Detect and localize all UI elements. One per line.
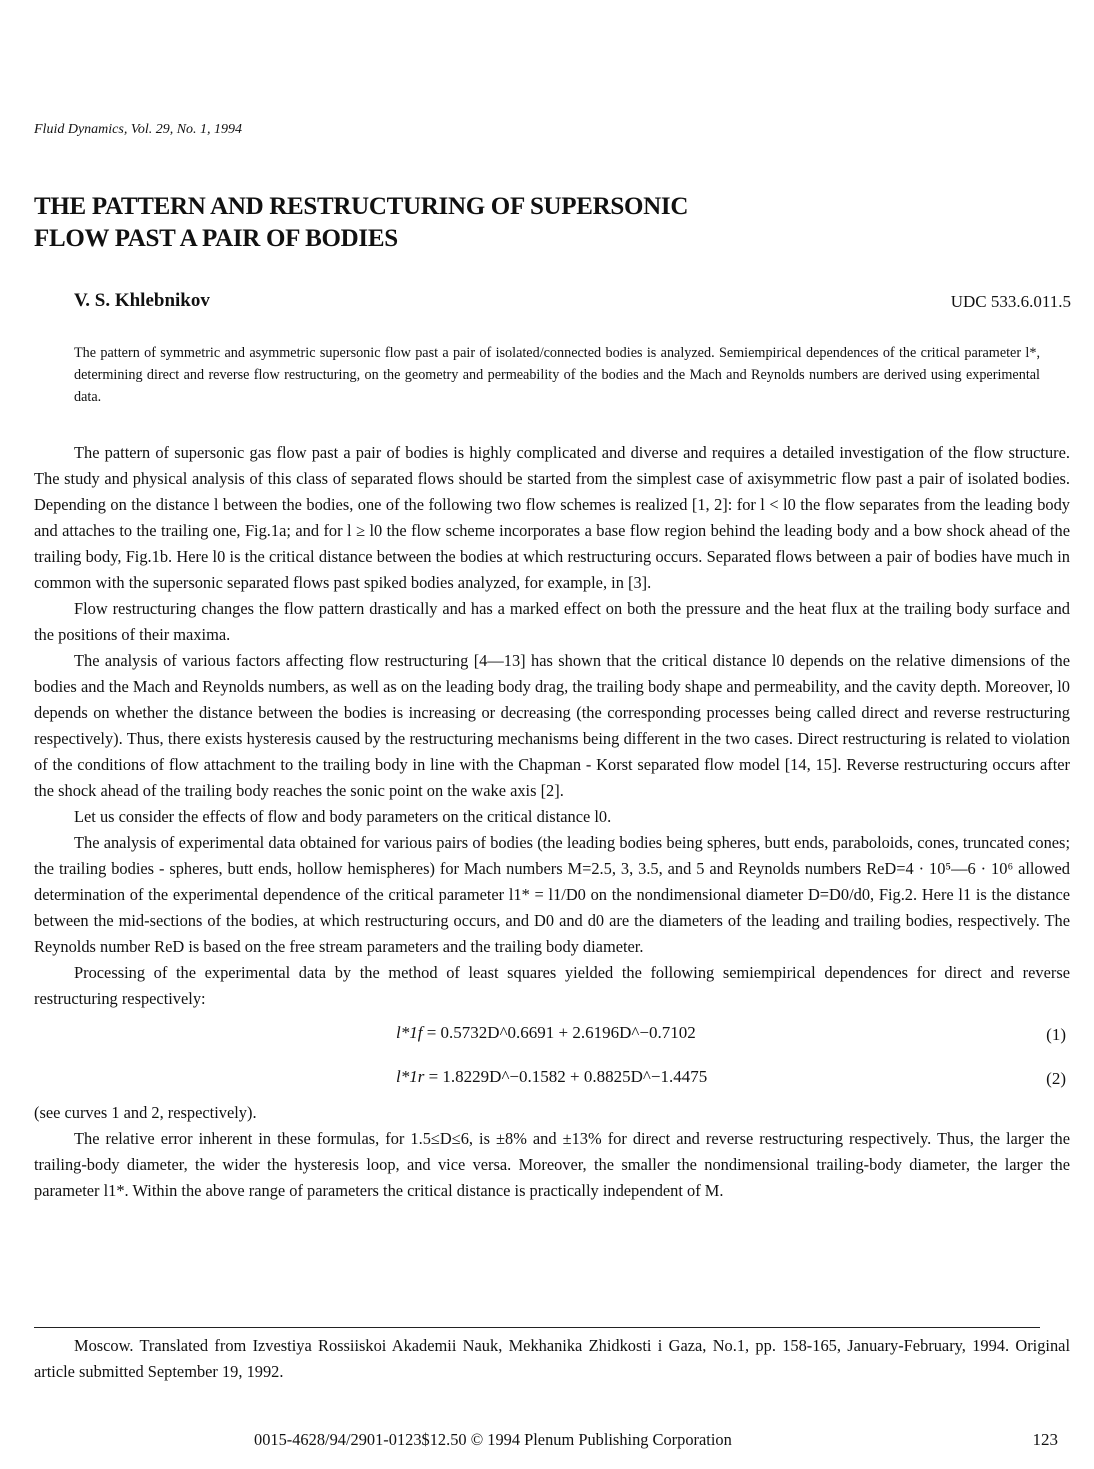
paragraph: Processing of the experimental data by the method of least squares yielded the following semiempirical dependences for direct and reverse restructuring respectively: bbox=[34, 963, 1070, 1008]
author-name: V. S. Khlebnikov bbox=[74, 290, 210, 311]
equation-lhs: l*1r bbox=[396, 1067, 425, 1086]
footnote: Moscow. Translated from Izvestiya Rossiiskoi Akademii Nauk, Mekhanika Zhidkosti i Gaza, No.1, pp. 158-165, January-February, 1994. Original article submitted September 19, 1992. bbox=[34, 1336, 1070, 1381]
title-line-2: FLOW PAST A PAIR OF BODIES bbox=[34, 225, 398, 252]
footnote-divider bbox=[34, 1327, 1040, 1328]
paragraph: The analysis of various factors affecting flow restructuring [4—13] has shown that the critical distance l0 depends on the relative dimensions of the bodies and the Mach and Reynolds numbers, as well as on the leading body drag, the trailing body shape and permeability, and the cavity depth. Moreover, l0 depends on whether the distance between the bodies is increasing or decreasing (the corresponding processes being called direct and reverse restructuring respectively). Thus, there exists hysteresis caused by the restructuring mechanisms being different in the two cases. Direct restructuring is related to violation of the conditions of flow attachment to the trailing body in line with the Chapman - Korst separated flow model [14, 15]. Reverse restructuring occurs after the shock ahead of the trailing body reaches the sonic point on the wake axis [2]. bbox=[34, 651, 1070, 800]
paragraph: The pattern of supersonic gas flow past a pair of bodies is highly complicated and diverse and requires a detailed investigation of the flow structure. The study and physical analysis of this class of separated flows should be started from the simplest case of axisymmetric flow past a pair of isolated bodies. Depending on the distance l between the bodies, one of the following two flow schemes is realized [1, 2]: for l < l0 the flow separates from the leading body and attaches to the trailing one, Fig.1a; and for l ≥ l0 the flow scheme incorporates a base flow region behind the leading body and a bow shock ahead of the trailing body, Fig.1b. Here l0 is the critical distance between the bodies at which restructuring occurs. Separated flows between a pair of bodies have much in common with the supersonic separated flows past spiked bodies analyzed, for example, in [3]. bbox=[34, 443, 1070, 592]
equation-rhs: = 0.5732D^0.6691 + 2.6196D^−0.7102 bbox=[426, 1023, 696, 1042]
journal-citation: Fluid Dynamics, Vol. 29, No. 1, 1994 bbox=[34, 122, 243, 137]
copyright-line: 0015-4628/94/2901-0123$12.50 © 1994 Plenum Publishing Corporation bbox=[254, 1430, 732, 1449]
equation-formula bbox=[396, 1020, 696, 1046]
paragraph: Let us consider the effects of flow and body parameters on the critical distance l0. bbox=[74, 807, 612, 826]
paragraph: The analysis of experimental data obtained for various pairs of bodies (the leading bodies being spheres, butt ends, paraboloids, cones, truncated cones; the trailing bodies - spheres, butt ends, hollow hemispheres) for Mach numbers M=2.5, 3, 3.5, and 5 and Reynolds numbers ReD=4 · 10⁵—6 · 10⁶ allowed determination of the experimental dependence of the critical parameter l1* = l1/D0 on the nondimensional diameter D=D0/d0, Fig.2. Here l1 is the distance between the mid-sections of the bodies, at which restructuring occurs, and D0 and d0 are the diameters of the leading and trailing bodies, respectively. The Reynolds number ReD is based on the free stream parameters and the trailing body diameter. bbox=[34, 833, 1070, 956]
equation-number: (1) bbox=[1046, 1025, 1066, 1044]
equation-2 bbox=[34, 1056, 1070, 1100]
page-number: 123 bbox=[1032, 1430, 1058, 1449]
body-text bbox=[34, 440, 1070, 1204]
equation-number: (2) bbox=[1046, 1069, 1066, 1088]
paragraph: The relative error inherent in these formulas, for 1.5≤D≤6, is ±8% and ±13% for direct and reverse restructuring respectively. Thus, the larger the trailing-body diameter, the wider the hysteresis loop, and vice versa. Moreover, the smaller the nondimensional trailing-body diameter, the larger the parameter l1*. Within the above range of parameters the critical distance is practically independent of M. bbox=[34, 1129, 1070, 1200]
title-line-1: THE PATTERN AND RESTRUCTURING OF SUPERSONIC bbox=[34, 193, 689, 220]
paragraph: (see curves 1 and 2, respectively). bbox=[34, 1103, 257, 1122]
paragraph: Flow restructuring changes the flow pattern drastically and has a marked effect on both the pressure and the heat flux at the trailing body surface and the positions of their maxima. bbox=[34, 599, 1070, 644]
udc-code: UDC 533.6.011.5 bbox=[950, 292, 1071, 311]
abstract: The pattern of symmetric and asymmetric supersonic flow past a pair of isolated/connected bodies is analyzed. Semiempirical dependences of the critical parameter l*, determining direct and reverse flow restructuring, on the geometry and permeability of the bodies and the Mach and Reynolds numbers are derived using experimental data. bbox=[74, 345, 1040, 405]
paper-title bbox=[34, 191, 794, 255]
equation-1 bbox=[34, 1012, 1070, 1056]
equation-lhs: l*1f bbox=[396, 1023, 423, 1042]
equation-rhs: = 1.8229D^−0.1582 + 0.8825D^−1.4475 bbox=[428, 1067, 708, 1086]
equation-formula bbox=[396, 1064, 707, 1090]
